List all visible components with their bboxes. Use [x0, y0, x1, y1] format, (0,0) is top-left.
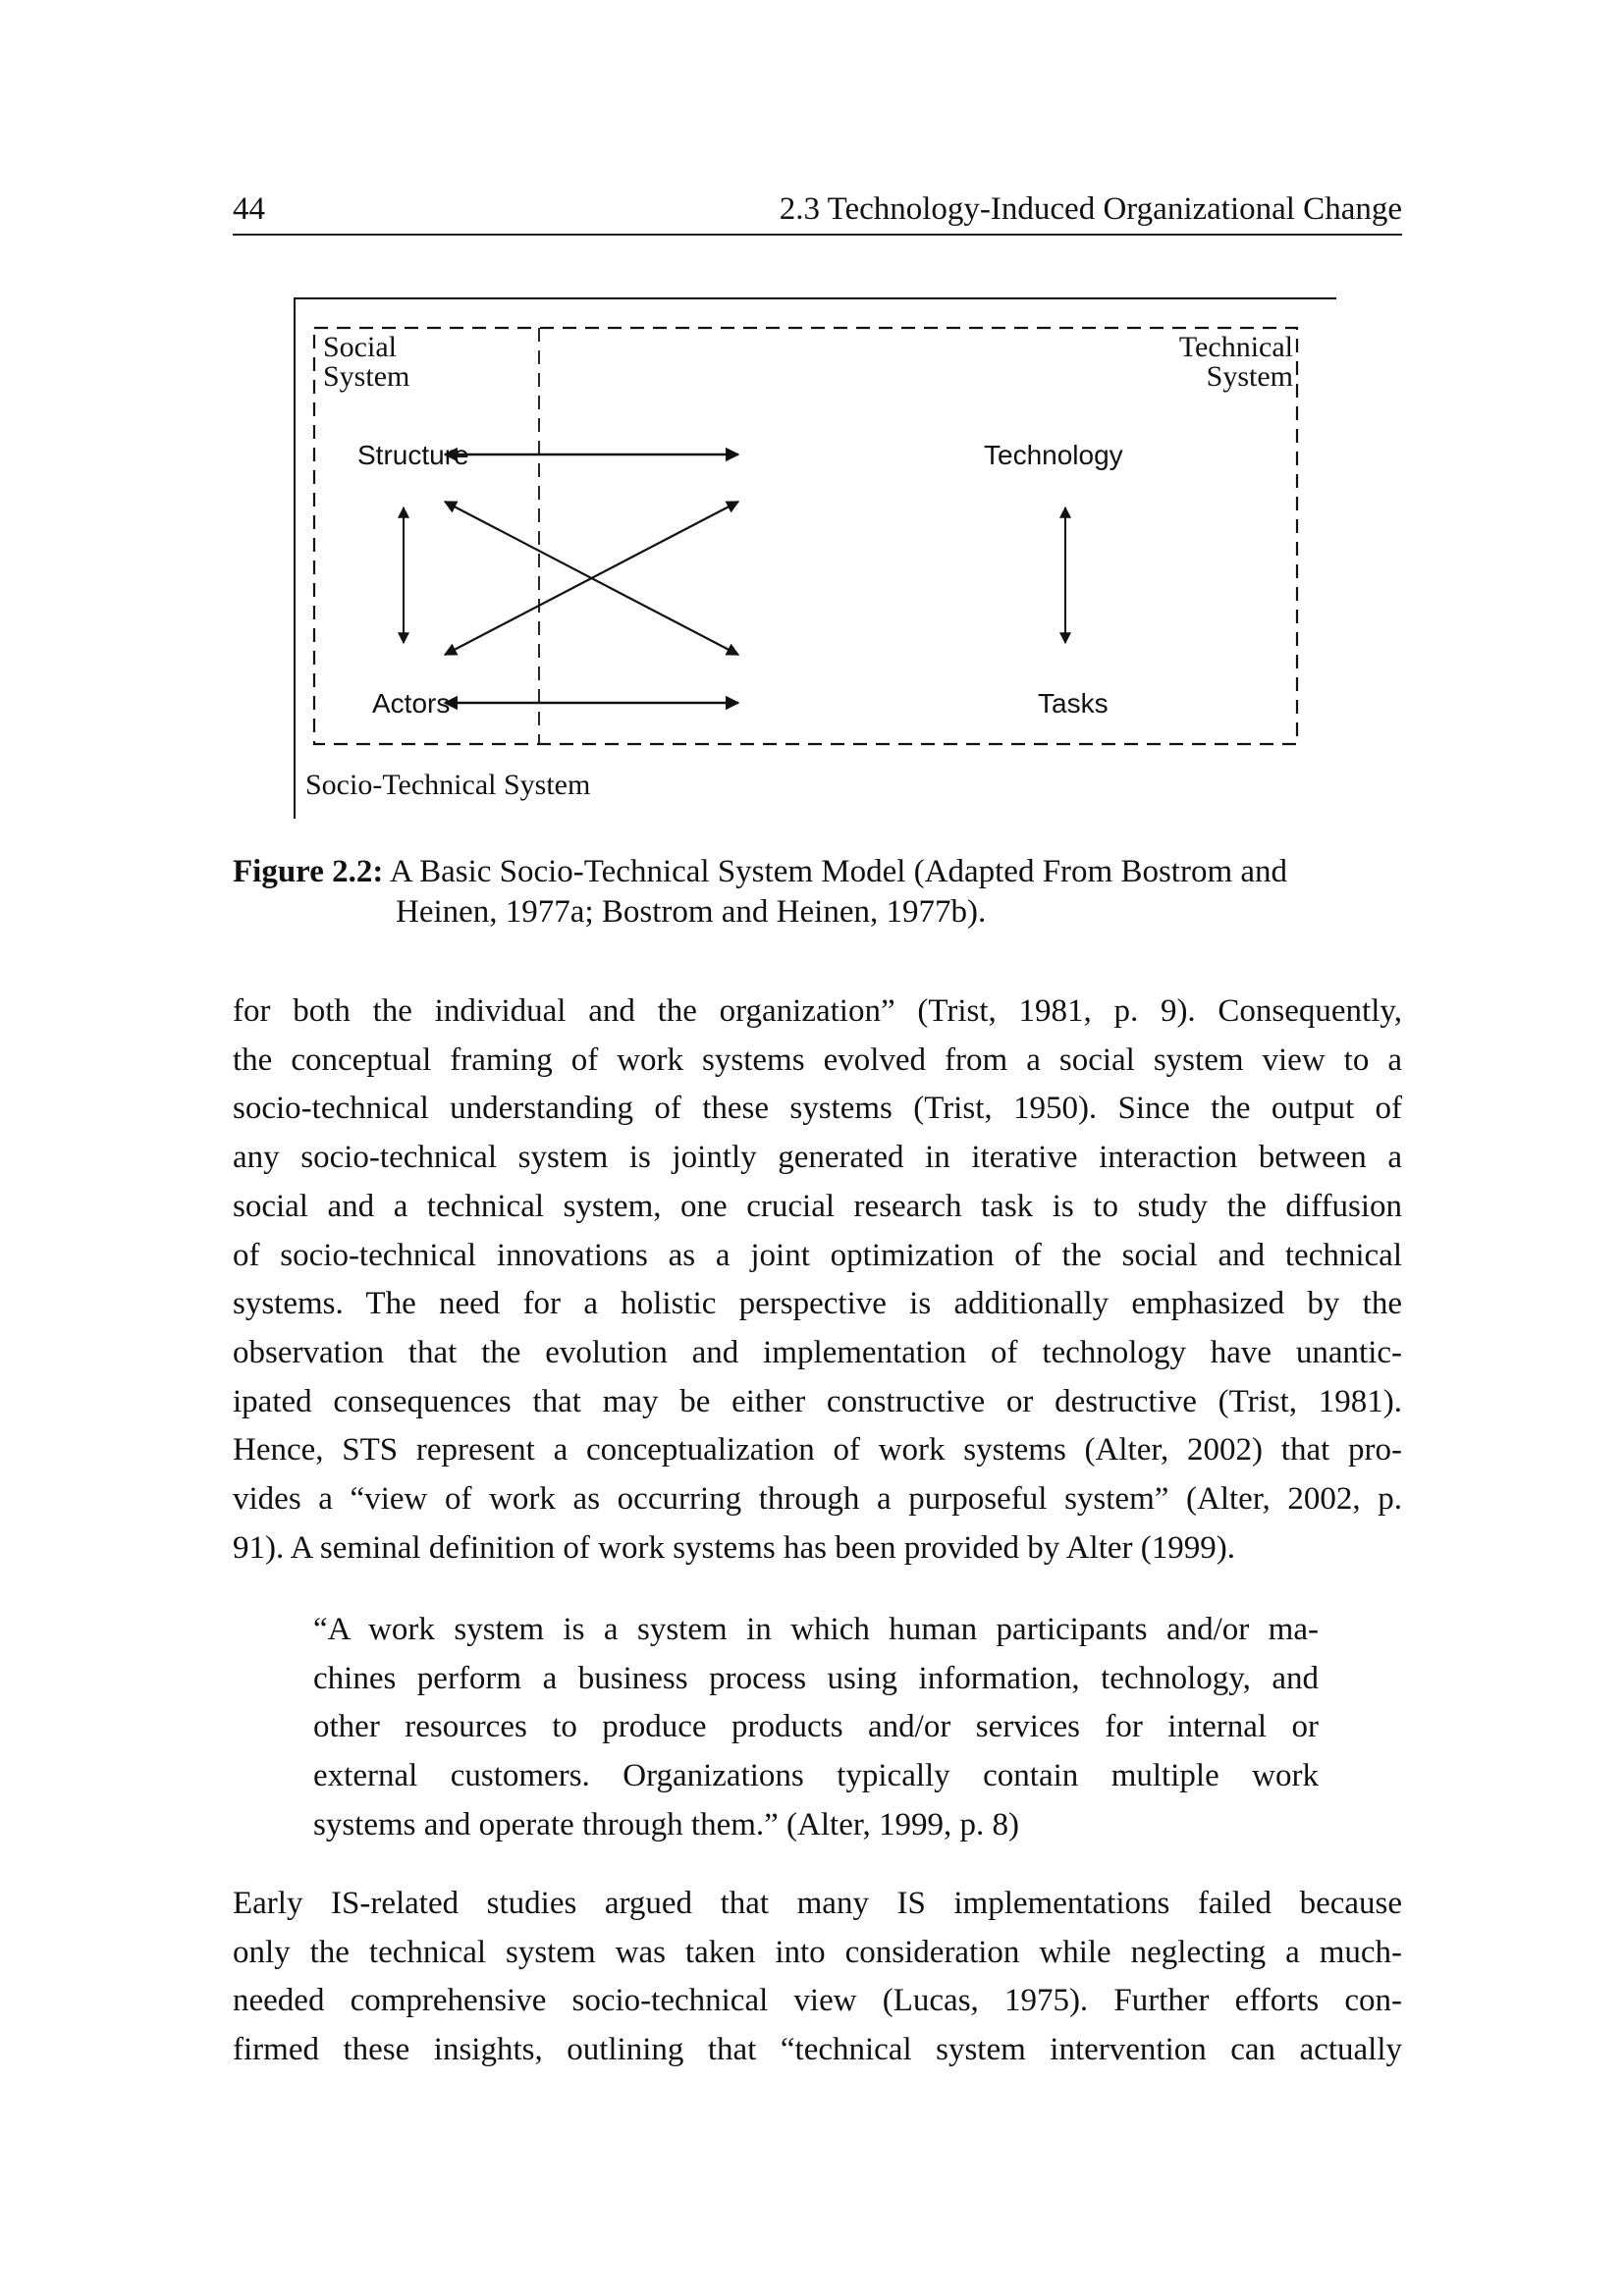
text-line: of socio-technical innovations as a joint optimization of the social and technical — [233, 1237, 1402, 1273]
node-actors: Actors — [372, 688, 451, 719]
running-title: 2.3 Technology-Induced Organizational Change — [779, 191, 1402, 227]
text-line: only the technical system was taken into consideration while neglecting a much- — [233, 1934, 1402, 1970]
socio-technical-system-label: Socio-Technical System — [305, 769, 591, 801]
technical-label-line1: Technical — [1178, 331, 1293, 363]
social-label-line2: System — [323, 360, 410, 393]
text-line: firmed these insights, outlining that “technical system intervention can actually — [233, 2032, 1402, 2068]
social-label-line1: Social — [323, 331, 397, 363]
text-line: for both the individual and the organization” (Trist, 1981, p. 9). Consequently, — [233, 993, 1402, 1029]
caption-label: Figure 2.2: — [233, 854, 384, 889]
text-line: systems. The need for a holistic perspective is additionally emphasized by the — [233, 1286, 1402, 1322]
text-line: Early IS-related studies argued that many IS implementations failed because — [233, 1886, 1402, 1921]
block-quote — [313, 1606, 1319, 1850]
social-system-label — [323, 333, 409, 392]
caption-text-line1: A Basic Socio-Technical System Model (Adapted From Bostrom and — [389, 854, 1288, 889]
figure-caption — [233, 852, 1402, 933]
quote-line: systems and operate through them.” (Alter, 1999, p. 8) — [313, 1806, 1020, 1842]
node-tasks: Tasks — [1038, 688, 1109, 719]
page-number: 44 — [233, 191, 265, 227]
paragraph-1 — [233, 988, 1402, 1573]
text-line: ipated consequences that may be either constructive or destructive (Trist, 1981). — [233, 1383, 1402, 1419]
text-line: observation that the evolution and implementation of technology have unantic- — [233, 1334, 1402, 1370]
quote-line: other resources to produce products and/or services for internal or — [313, 1709, 1319, 1745]
node-technology: Technology — [984, 440, 1123, 470]
text-line: Hence, STS represent a conceptualization of work systems (Alter, 2002) that pro- — [233, 1432, 1402, 1468]
text-line: any socio-technical system is jointly generated in iterative interaction between a — [233, 1140, 1402, 1176]
quote-line: external customers. Organizations typically contain multiple work — [313, 1758, 1319, 1794]
quote-line: chines perform a business process using information, technology, and — [313, 1660, 1319, 1696]
text-line: the conceptual framing of work systems evolved from a social system view to a — [233, 1041, 1402, 1078]
caption-text-line2: Heinen, 1977a; Bostrom and Heinen, 1977b). — [396, 894, 987, 930]
text-line: 91). A seminal definition of work systems has been provided by Alter (1999). — [233, 1529, 1236, 1566]
text-line: vides a “view of work as occurring through a purposeful system” (Alter, 2002, p. — [233, 1481, 1402, 1518]
technical-label-line2: System — [1206, 360, 1293, 393]
text-line: needed comprehensive socio-technical view (Lucas, 1975). Further efforts con- — [233, 1983, 1402, 2019]
quote-line: “A work system is a system in which human participants and/or ma- — [313, 1612, 1319, 1647]
paragraph-2 — [233, 1880, 1402, 2075]
text-line: social and a technical system, one crucial research task is to study the diffusion — [233, 1188, 1402, 1224]
page-header — [233, 187, 1402, 236]
text-line: socio-technical understanding of these systems (Trist, 1950). Since the output of — [233, 1091, 1402, 1127]
node-structure: Structure — [357, 440, 469, 470]
technical-system-label — [1179, 333, 1293, 392]
socio-technical-diagram — [294, 297, 1336, 819]
